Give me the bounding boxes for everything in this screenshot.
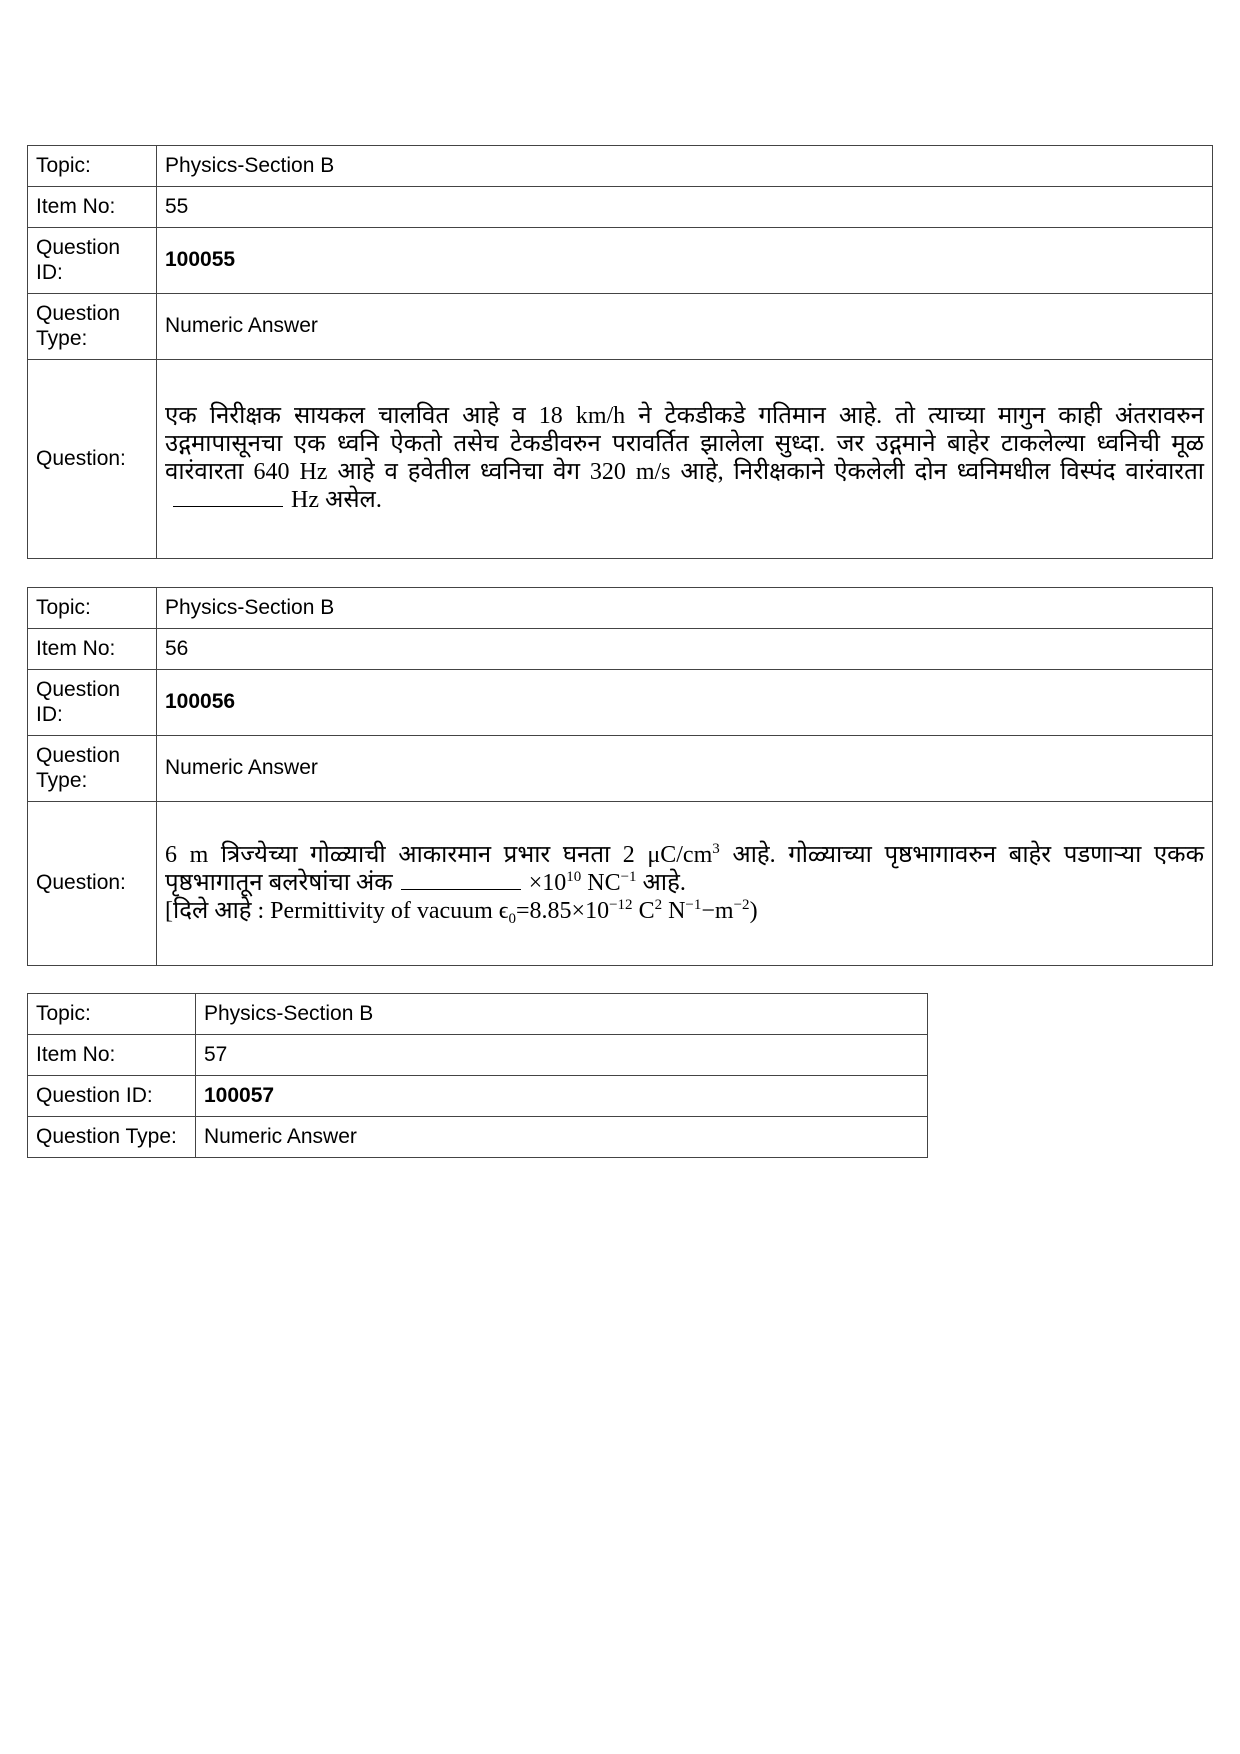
superscript: −1 [620, 869, 637, 886]
question-id-label: Question ID: [28, 670, 157, 736]
question-row [28, 360, 1213, 559]
given-text: =8.85×10 [516, 897, 610, 924]
question-type-label: Question Type: [28, 294, 157, 360]
item-no-value: 55 [157, 187, 1213, 228]
item-no-label: Item No: [28, 187, 157, 228]
question-id-label: Question ID: [28, 228, 157, 294]
item-no-row [28, 1035, 928, 1076]
question-type-row [28, 294, 1213, 360]
item-no-row [28, 187, 1213, 228]
question-row [28, 802, 1213, 966]
answer-blank [173, 486, 283, 507]
question-text [157, 360, 1213, 559]
item-no-value: 56 [157, 629, 1213, 670]
given-text: −m [701, 897, 734, 924]
question-text-part: आहे. [636, 870, 686, 897]
question-type-label: Question Type: [28, 1117, 196, 1158]
superscript: 3 [712, 840, 720, 857]
question-text-part: एक निरीक्षक सायकल चालवित आहे व 18 km/h ने टेकडीकडे गतिमान आहे. तो त्याच्या मागुन काही अंतरावरुन उद्गमापासूनचा एक ध्वनि ऐकतो तसेच टेकडीवरुन परावर्तित झालेला सुध्दा. जर उद्गमाने बाहेर टाकलेल्या ध्वनिची मूळ वारंवारता 640 Hz आहे व हवेतील ध्वनिचा वेग 320 m/s आहे, निरीक्षकाने ऐकलेली दोन ध्वनिमधील विस्पंद वारंवारता [165, 403, 1204, 485]
question-text-part: NC [581, 870, 621, 897]
question-id-value: 100056 [157, 670, 1213, 736]
subscript: 0 [508, 910, 517, 927]
given-text: C [632, 897, 655, 924]
topic-row [28, 588, 1213, 629]
question-type-row [28, 736, 1213, 802]
given-text: N [662, 897, 686, 924]
given-data [165, 898, 1204, 926]
topic-label: Topic: [28, 146, 157, 187]
question-text-part: Hz असेल. [291, 487, 382, 514]
question-type-value: Numeric Answer [196, 1117, 928, 1158]
topic-value: Physics-Section B [157, 146, 1213, 187]
question-id-row [28, 228, 1213, 294]
question-text-part: ×10 [528, 870, 567, 897]
topic-value: Physics-Section B [157, 588, 1213, 629]
item-no-label: Item No: [28, 1035, 196, 1076]
question-id-value: 100055 [157, 228, 1213, 294]
superscript: 10 [566, 869, 582, 886]
item-no-label: Item No: [28, 629, 157, 670]
topic-label: Topic: [28, 994, 196, 1035]
question-id-row [28, 1076, 928, 1117]
superscript: 2 [654, 896, 663, 913]
question-type-value: Numeric Answer [157, 736, 1213, 802]
given-text: [दिले आहे : Permittivity of vacuum ϵ [165, 897, 509, 924]
question-text [157, 802, 1213, 966]
question-type-label: Question Type: [28, 736, 157, 802]
item-no-row [28, 629, 1213, 670]
question-id-label: Question ID: [28, 1076, 196, 1117]
topic-label: Topic: [28, 588, 157, 629]
question-id-row [28, 670, 1213, 736]
item-no-value: 57 [196, 1035, 928, 1076]
topic-value: Physics-Section B [196, 994, 928, 1035]
given-text: ) [749, 897, 758, 924]
topic-row [28, 146, 1213, 187]
question-table-55 [27, 145, 1213, 559]
superscript: −2 [733, 896, 750, 913]
answer-blank [401, 869, 521, 890]
question-text-part: आहे. गोळ्याच्या पृष्ठभागावरुन बाहेर पडणाऱ्या एकक पृष्ठभागातून बलरेषांचा अंक [165, 841, 1204, 897]
question-id-value: 100057 [196, 1076, 928, 1117]
question-label: Question: [28, 802, 157, 966]
superscript: −12 [609, 896, 633, 913]
question-type-row [28, 1117, 928, 1158]
question-type-value: Numeric Answer [157, 294, 1213, 360]
question-table-56 [27, 587, 1213, 966]
question-text-part: 6 m त्रिज्येच्या गोळ्याची आकारमान प्रभार घनता 2 μC/cm [165, 841, 713, 868]
question-table-57 [27, 993, 928, 1158]
topic-row [28, 994, 928, 1035]
question-label: Question: [28, 360, 157, 559]
superscript: −1 [685, 896, 702, 913]
